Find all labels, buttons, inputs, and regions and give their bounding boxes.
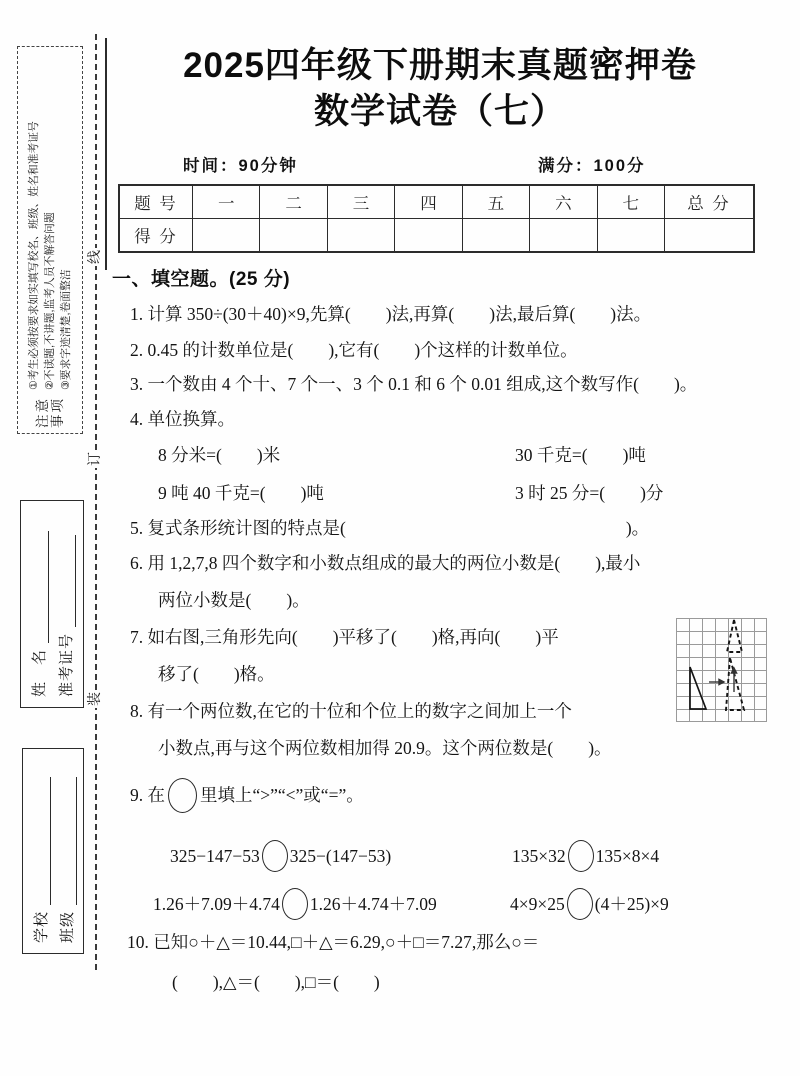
score-table-header-cell: 总 分 xyxy=(665,185,755,219)
full-score: 满分：100分 xyxy=(538,157,646,175)
question-5: 5. 复式条形统计图的特点是( )。 xyxy=(130,518,650,538)
class-field-row xyxy=(56,759,77,943)
school-field-row xyxy=(30,759,51,943)
score-table-header-cell: 七 xyxy=(597,185,664,219)
question-9-suffix: 里填上“>”“<”或“=”。 xyxy=(200,785,364,805)
dashed-triangle-top xyxy=(727,620,742,652)
comparison-item xyxy=(512,836,659,876)
exam-id-blank-line xyxy=(60,535,76,627)
exam-id-label: 准考证号 xyxy=(59,632,75,697)
score-table-header-cell: 六 xyxy=(530,185,597,219)
comparison-right: 325−(147−53) xyxy=(289,846,392,866)
score-table-header-cell: 四 xyxy=(395,185,462,219)
score-table-header-cell: 一 xyxy=(193,185,260,219)
paper-title-line2: 数学试卷（七） xyxy=(313,92,566,131)
comparison-right: (4＋25)×9 xyxy=(594,894,669,914)
comparison-item xyxy=(170,836,391,876)
score-empty-cell xyxy=(395,219,462,253)
question-6-line2: 两位小数是( )。 xyxy=(158,590,310,610)
question-9 xyxy=(130,776,364,814)
comparison-left: 325−147−53 xyxy=(170,846,260,866)
question-2: 2. 0.45 的计数单位是( ),它有( )个这样的计数单位。 xyxy=(130,340,578,360)
score-table-header-cell: 五 xyxy=(462,185,529,219)
student-name-box-frame xyxy=(20,500,84,708)
score-empty-cell xyxy=(665,219,755,253)
notice-label-line2: 事项 xyxy=(50,397,65,428)
comparison-left: 135×32 xyxy=(512,846,566,866)
comparison-left: 1.26＋7.09＋4.74 xyxy=(153,894,280,914)
compare-circle-blank xyxy=(567,888,593,920)
question-10-line1: 10. 已知○＋△＝10.44,□＋△＝6.29,○＋□＝7.27,那么○＝ xyxy=(127,932,540,952)
score-table-header-cell: 二 xyxy=(260,185,327,219)
question-4-item: 9 吨 40 千克=( )吨 xyxy=(158,483,324,503)
question-9-prefix: 9. 在 xyxy=(130,785,165,805)
question-4-item: 30 千克=( )吨 xyxy=(515,445,646,465)
score-empty-cell xyxy=(462,219,529,253)
notice-box-frame xyxy=(17,46,83,434)
compare-circle-blank xyxy=(262,840,288,872)
comparison-right: 1.26＋4.74＋7.09 xyxy=(309,894,437,914)
notice-item-1: ①考生必须按要求如实填写校名、班级、姓名和准考证号 xyxy=(28,121,40,390)
score-empty-cell xyxy=(530,219,597,253)
question-10-line2: ( ),△＝( ),□＝( ) xyxy=(172,972,380,992)
score-table-score-row xyxy=(119,219,754,253)
school-box-frame xyxy=(22,748,84,954)
comparison-left: 4×9×25 xyxy=(510,894,565,914)
comparison-item xyxy=(510,884,669,924)
compare-circle-blank xyxy=(568,840,594,872)
question-3: 3. 一个数由 4 个十、7 个一、3 个 0.1 和 6 个 0.01 组成,这个数写作( )。 xyxy=(130,374,698,394)
binding-dashed-line xyxy=(95,34,97,970)
time-limit: 时间：90分钟 xyxy=(183,157,298,175)
compare-circle-blank xyxy=(282,888,308,920)
binding-char-ding: 订 xyxy=(88,452,103,466)
notice-item-3: ③要求字迹清楚,卷面整洁 xyxy=(60,269,72,390)
binding-char-xian: 线 xyxy=(88,250,103,264)
score-empty-cell xyxy=(597,219,664,253)
notice-item-2: ②不读题,不讲题,监考人员不解答问题 xyxy=(44,212,56,390)
score-label-cell: 得 分 xyxy=(119,219,193,253)
question-6-line1: 6. 用 1,2,7,8 四个数字和小数点组成的最大的两位小数是( ),最小 xyxy=(130,553,641,573)
score-table-header-row xyxy=(119,185,754,219)
question-8-line1: 8. 有一个两位数,在它的十位和个位上的数字之间加上一个 xyxy=(130,701,572,721)
notice-label xyxy=(35,397,65,428)
translation-grid-figure xyxy=(676,618,767,722)
score-empty-cell xyxy=(260,219,327,253)
score-table-header-cell: 题 号 xyxy=(119,185,193,219)
solid-triangle xyxy=(690,667,706,709)
question-1: 1. 计算 350÷(30＋40)×9,先算( )法,再算( )法,最后算( )法。 xyxy=(130,304,652,324)
compare-circle-blank xyxy=(168,778,197,813)
paper-title-line1: 2025四年级下册期末真题密押卷 xyxy=(183,46,697,85)
name-blank-line xyxy=(33,531,49,643)
notice-items xyxy=(26,121,74,390)
score-table-header-cell: 三 xyxy=(327,185,394,219)
name-field-row xyxy=(28,511,49,697)
name-label: 姓 名 xyxy=(32,648,48,697)
comparison-item xyxy=(153,884,437,924)
score-empty-cell xyxy=(193,219,260,253)
score-empty-cell xyxy=(327,219,394,253)
notice-label-line1: 注意 xyxy=(35,397,50,428)
score-table xyxy=(118,184,755,253)
section1-heading: 一、填空题。(25 分) xyxy=(112,269,291,290)
school-label: 学校 xyxy=(33,910,50,943)
comparison-right: 135×8×4 xyxy=(595,846,660,866)
question-4-item: 3 时 25 分=( )分 xyxy=(515,483,664,503)
question-7-line1: 7. 如右图,三角形先向( )平移了( )格,再向( )平 xyxy=(130,627,559,647)
left-solid-rule xyxy=(105,38,107,270)
question-4-item: 8 分米=( )米 xyxy=(158,445,281,465)
question-4: 4. 单位换算。 xyxy=(130,409,235,429)
exam-id-field-row xyxy=(55,511,76,697)
question-8-line2: 小数点,再与这个两位数相加得 20.9。这个两位数是( )。 xyxy=(158,738,612,758)
question-7-line2: 移了( )格。 xyxy=(158,664,275,684)
class-blank-line xyxy=(61,777,77,905)
binding-char-zhuang: 装 xyxy=(88,692,103,706)
school-blank-line xyxy=(35,777,51,905)
class-label: 班级 xyxy=(59,910,76,943)
